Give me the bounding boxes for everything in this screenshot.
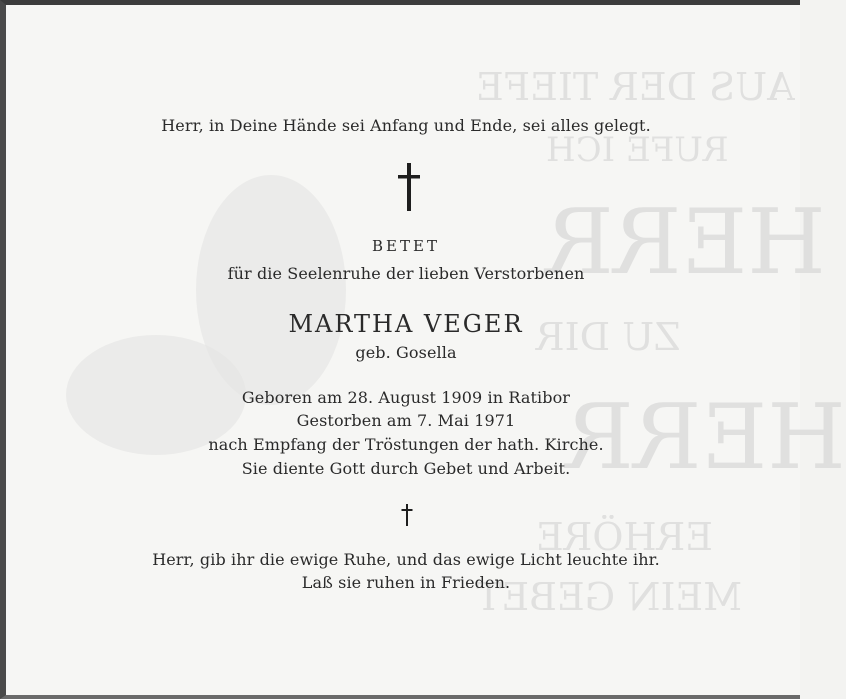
betet-heading: BETET	[372, 237, 440, 255]
ghost-text-2: RUFE ICH	[546, 130, 729, 170]
ghost-text-1: AUS DER TIEFE	[476, 65, 795, 109]
ghost-text-4: ZU DIR	[536, 315, 681, 359]
closing-prayer-2: Laß sie ruhen in Frieden.	[301, 573, 511, 592]
born-line: Geboren am 28. August 1909 in Ratibor	[241, 388, 571, 407]
ghost-text-6: ERHÖRE	[536, 515, 713, 559]
dagger-cross-icon	[400, 504, 414, 526]
fuer-line: für die Seelenruhe der lieben Verstorbenen	[227, 264, 585, 283]
ghost-text-7: MEIN GEBET	[476, 575, 743, 619]
sacrament-line: nach Empfang der Tröstungen der hath. Kirche.	[208, 435, 604, 454]
closing-prayer-1: Herr, gib ihr die ewige Ruhe, und das ewige Licht leuchte ihr.	[152, 550, 660, 569]
served-line: Sie diente Gott durch Gebet und Arbeit.	[241, 459, 571, 478]
ghost-text-5: HERR	[566, 385, 846, 490]
latin-cross-icon	[394, 163, 424, 211]
ghost-text-3: HERR	[546, 190, 826, 295]
died-line: Gestorben am 7. Mai 1971	[296, 411, 516, 430]
header-prayer: Herr, in Deine Hände sei Anfang und Ende, sei alles gelegt.	[161, 116, 651, 135]
ghost-hand-shape-upper	[196, 175, 346, 405]
deceased-name: MARTHA VEGER	[288, 310, 524, 338]
maiden-name: geb. Gosella	[355, 343, 457, 362]
